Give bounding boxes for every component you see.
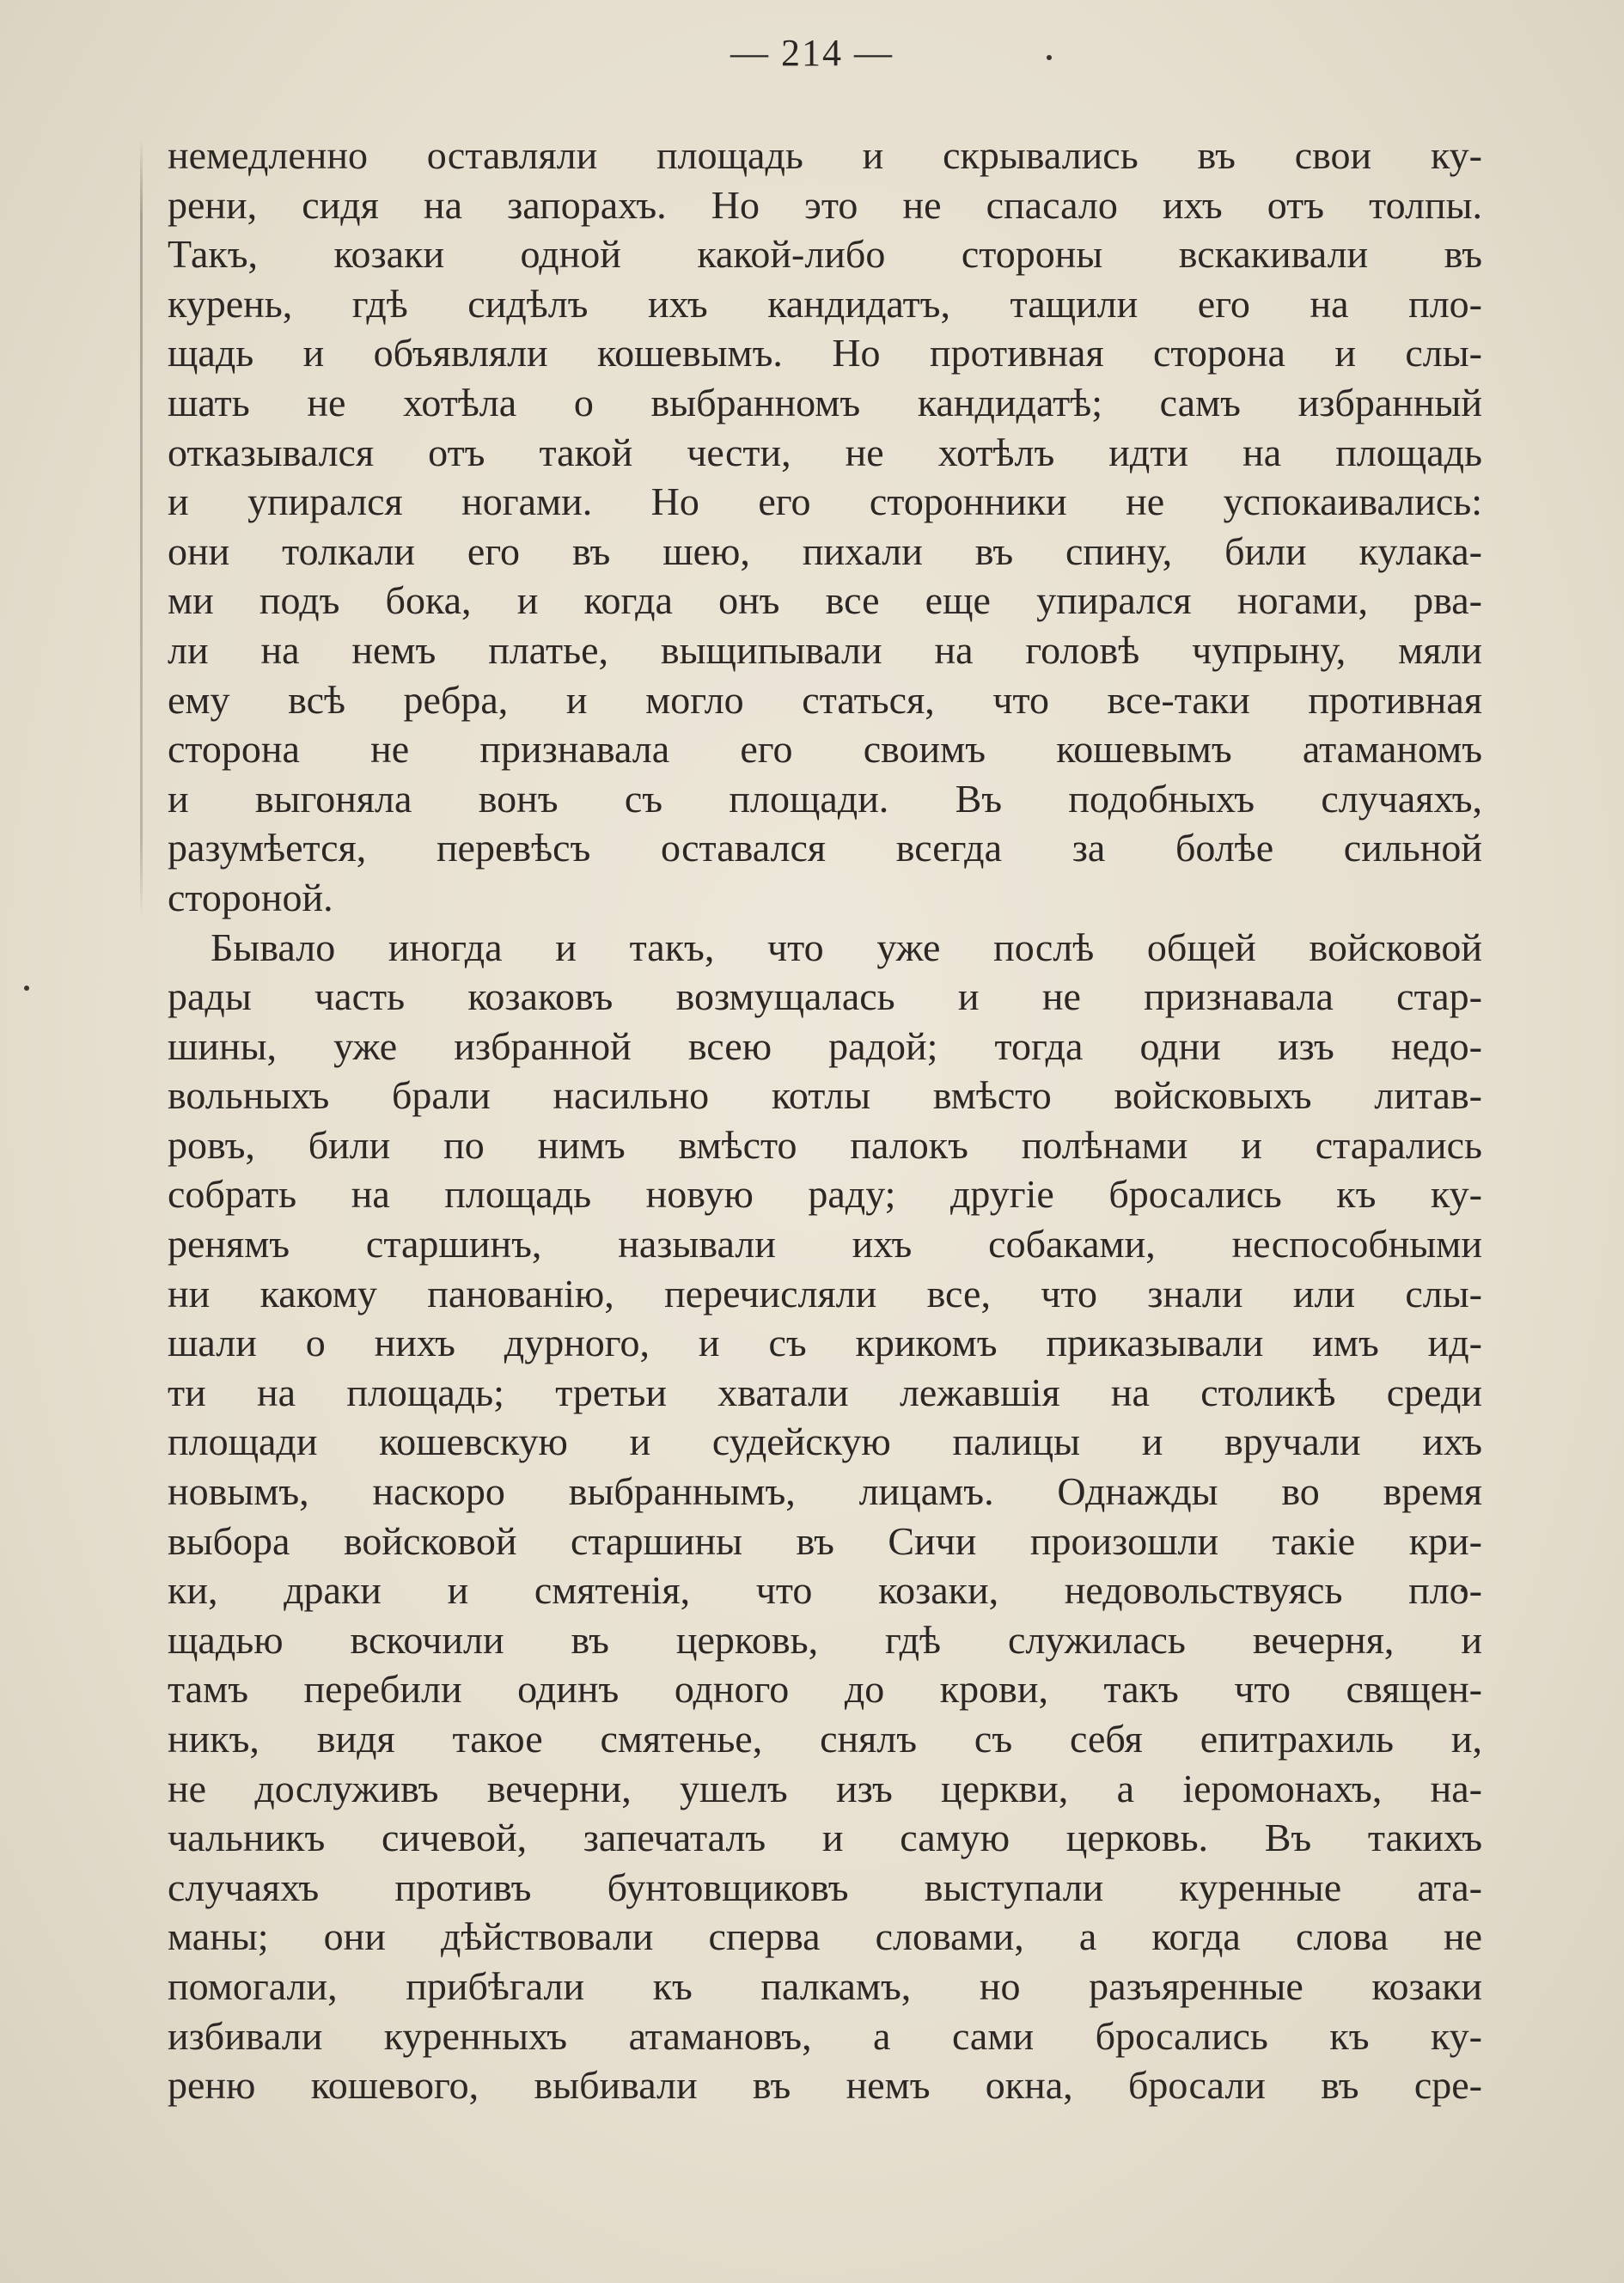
text-line: избивали куренныхъ атамановъ, а сами бросались къ ку- <box>168 2013 1482 2058</box>
paragraph-1 <box>168 131 1482 923</box>
text-line: они толкали его въ шею, пихали въ спину, били кулака- <box>168 528 1482 573</box>
text-line: и упирался ногами. Но его сторонники не успокаивались: <box>168 479 1482 524</box>
text-line: вольныхъ брали насильно котлы вмѣсто войсковыхъ литав- <box>168 1073 1482 1118</box>
paper-speck <box>1047 55 1052 60</box>
text-line: ки, драки и смятенія, что козаки, недовольствуясь пло- <box>168 1568 1482 1613</box>
text-line: шали о нихъ дурного, и съ крикомъ приказывали имъ ид- <box>168 1321 1482 1365</box>
body-text <box>168 131 1482 2110</box>
text-line: новымъ, наскоро выбраннымъ, лицамъ. Однажды во время <box>168 1469 1482 1514</box>
text-line: отказывался отъ такой чести, не хотѣлъ идти на площадь <box>168 430 1482 474</box>
text-line: шины, уже избранной всею радой; тогда одни изъ недо- <box>168 1023 1482 1068</box>
text-line: ренямъ старшинъ, называли ихъ собаками, неспособными <box>168 1222 1482 1267</box>
text-line: ему всѣ ребра, и могло статься, что все-таки противная <box>168 677 1482 722</box>
text-line: маны; они дѣйствовали сперва словами, а когда слова не <box>168 1914 1482 1959</box>
text-line: ровъ, били по нимъ вмѣсто палокъ полѣнами и старались <box>168 1122 1482 1167</box>
text-line: не дослуживъ вечерни, ушелъ изъ церкви, а іеромонахъ, на- <box>168 1766 1482 1810</box>
text-line: и выгоняла вонъ съ площади. Въ подобныхъ случаяхъ, <box>168 776 1482 821</box>
text-line: шать не хотѣла о выбранномъ кандидатѣ; самъ избранный <box>168 380 1482 424</box>
text-line: Бывало иногда и такъ, что уже послѣ общей войсковой <box>211 925 1482 969</box>
text-line: случаяхъ противъ бунтовщиковъ выступали куренные ата- <box>168 1865 1482 1909</box>
text-line: рени, сидя на запорахъ. Но это не спасало ихъ отъ толпы. <box>168 182 1482 227</box>
text-line: ми подъ бока, и когда онъ все еще упирался ногами, рва- <box>168 578 1482 623</box>
text-line: щадью вскочили въ церковь, гдѣ служилась вечерня, и <box>168 1617 1482 1662</box>
text-line: выбора войсковой старшины въ Сичи произошли такіе кри- <box>168 1518 1482 1563</box>
text-line: реню кошевого, выбивали въ немъ окна, бросали въ сре- <box>168 2063 1482 2108</box>
text-line: чальникъ сичевой, запечаталъ и самую церковь. Въ такихъ <box>168 1816 1482 1860</box>
text-line: никъ, видя такое смятенье, снялъ съ себя епитрахиль и, <box>168 1717 1482 1761</box>
text-line: ни какому панованію, перечисляли все, что знали или слы- <box>168 1271 1482 1315</box>
text-line: разумѣется, перевѣсъ оставался всегда за болѣе сильной <box>168 826 1482 870</box>
margin-pencil-mark <box>140 137 143 919</box>
paragraph-2 <box>168 923 1482 2110</box>
text-line: собрать на площадь новую раду; другіе бросались къ ку- <box>168 1172 1482 1217</box>
text-line: сторона не признавала его своимъ кошевымъ атаманомъ <box>168 727 1482 772</box>
text-line: стороной. <box>168 875 333 919</box>
text-line: щадь и объявляли кошевымъ. Но противная сторона и слы- <box>168 331 1482 375</box>
text-line: площади кошевскую и судейскую палицы и вручали ихъ <box>168 1419 1482 1464</box>
text-line: ти на площадь; третьи хватали лежавшія на столикѣ среди <box>168 1370 1482 1414</box>
page-number: — 214 — <box>730 32 894 74</box>
text-line: Такъ, козаки одной какой-либо стороны вскакивали въ <box>168 232 1482 277</box>
text-line: помогали, прибѣгали къ палкамъ, но разъяренные козаки <box>168 1963 1482 2008</box>
text-line: ли на немъ платье, выщипывали на головѣ чупрыну, мяли <box>168 627 1482 672</box>
text-line: рады часть козаковъ возмущалась и не признавала стар- <box>168 974 1482 1019</box>
text-line: курень, гдѣ сидѣлъ ихъ кандидатъ, тащили его на пло- <box>168 281 1482 326</box>
text-line: тамъ перебили одинъ одного до крови, такъ что священ- <box>168 1667 1482 1712</box>
paper-speck <box>24 986 29 991</box>
text-line: немедленно оставляли площадь и скрывались въ свои ку- <box>168 133 1482 177</box>
